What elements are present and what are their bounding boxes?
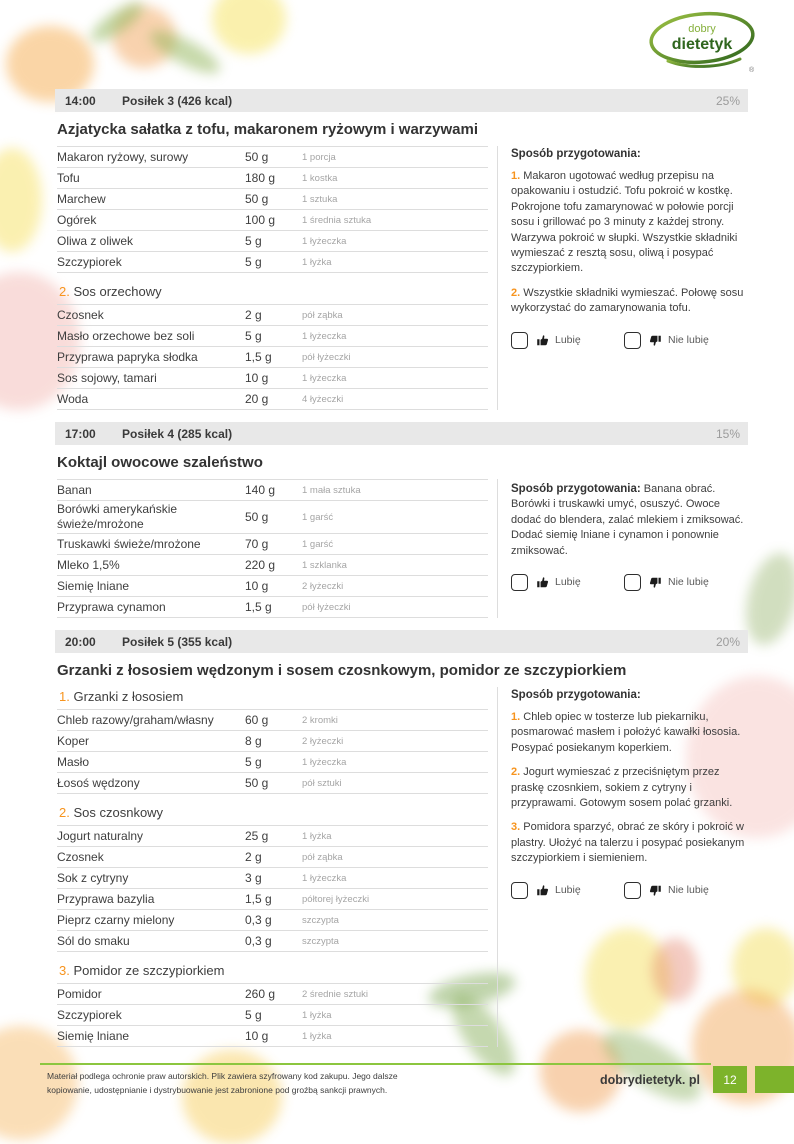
ingredient-measure: 2 łyżeczki <box>302 580 344 592</box>
preparation-step <box>511 765 748 811</box>
ingredient-row <box>57 576 488 597</box>
meal-5-preparation-column <box>497 687 748 1047</box>
ingredient-amount: 10 g <box>245 1029 269 1043</box>
ingredient-name: Banan <box>57 482 92 497</box>
ingredient-name: Sos sojowy, tamari <box>57 370 157 385</box>
ingredient-name: Pieprz czarny mielony <box>57 912 175 927</box>
meal-5-title: Posiłek 5 (355 kcal) <box>122 634 233 649</box>
dislike-checkbox[interactable] <box>624 332 641 349</box>
ingredient-row <box>57 984 488 1005</box>
ingredient-name: Mleko 1,5% <box>57 557 120 572</box>
ingredient-amount: 25 g <box>245 829 269 843</box>
ingredient-measure: pół łyżeczki <box>302 601 351 613</box>
meal-4-dish-title: Koktajl owocowe szaleństwo <box>57 454 263 471</box>
ingredient-row <box>57 480 488 501</box>
thumb-down-icon <box>649 884 662 897</box>
ingredient-amount: 10 g <box>245 579 269 593</box>
ingredient-name: Przyprawa cynamon <box>57 599 166 614</box>
meal-5-steps <box>511 710 748 867</box>
ingredient-name: Siemię lniane <box>57 1028 130 1043</box>
ingredient-row <box>57 368 488 389</box>
ingredient-row <box>57 555 488 576</box>
ingredient-name: Jogurt naturalny <box>57 828 144 843</box>
group-number: 3. <box>59 963 70 978</box>
ingredient-name: Szczypiorek <box>57 1007 122 1022</box>
ingredient-name: Marchew <box>57 191 106 206</box>
meal-5-group-3-table <box>57 983 488 1047</box>
ingredient-measure: 1 łyżeczka <box>302 372 347 384</box>
ingredient-name: Masło <box>57 754 90 769</box>
meal-5-time: 20:00 <box>65 634 96 649</box>
ingredient-row <box>57 826 488 847</box>
ingredient-row <box>57 147 488 168</box>
ingredient-row <box>57 389 488 410</box>
ingredient-row <box>57 326 488 347</box>
ingredient-measure: pół ząbka <box>302 851 343 863</box>
ingredient-measure: 1 łyżka <box>302 830 332 842</box>
ingredient-measure: 1 łyżka <box>302 1009 332 1021</box>
meal-4-preparation <box>511 481 748 559</box>
meal-3-title: Posiłek 3 (426 kcal) <box>122 93 233 108</box>
step-text: Pomidora sparzyć, obrać ze skóry i pokroić w plastry. Ułożyć na talerzu i posypać posiekanym szczypiorkiem i siemieniem. <box>511 821 745 865</box>
logo-word-top: dobry <box>688 23 716 35</box>
ingredient-amount: 0,3 g <box>245 913 272 927</box>
meal-section-4 <box>55 422 748 618</box>
group-name: Sos orzechowy <box>73 284 162 299</box>
like-option <box>511 332 624 349</box>
meal-3-rating-row <box>511 332 748 349</box>
meal-3-percent: 25% <box>715 93 740 108</box>
ingredient-measure: półtorej łyżeczki <box>302 893 370 905</box>
ingredient-row <box>57 231 488 252</box>
ingredient-row <box>57 189 488 210</box>
ingredient-row <box>57 597 488 618</box>
ingredient-row <box>57 868 488 889</box>
ingredient-measure: 1 kostka <box>302 172 338 184</box>
ingredient-measure: 1 łyżeczka <box>302 235 347 247</box>
preparation-heading: Sposób przygotowania: <box>511 148 641 160</box>
ingredient-measure: 1 mała sztuka <box>302 484 361 496</box>
ingredient-measure: 1 garść <box>302 538 334 550</box>
meal-3-ingredients-column <box>55 146 497 410</box>
meal-section-5 <box>55 630 748 1047</box>
ingredient-measure: 2 średnie sztuki <box>302 988 369 1000</box>
ingredient-name: Szczypiorek <box>57 254 122 269</box>
step-text: Chleb opiec w tosterze lub piekarniku, posmarować masłem i położyć kawałki łososia. Posypać posiekanym koperkiem. <box>511 711 741 754</box>
ingredient-amount: 1,5 g <box>245 600 272 614</box>
meal-5-ingredients-column <box>55 687 497 1047</box>
step-number: 1. <box>511 170 521 182</box>
ingredient-name: Tofu <box>57 170 80 185</box>
meal-5-group-1-heading <box>59 689 488 704</box>
ingredient-amount: 5 g <box>245 329 262 343</box>
ingredient-name: Czosnek <box>57 307 104 322</box>
meal-5-rating-row <box>511 882 748 899</box>
ingredient-row <box>57 1026 488 1047</box>
ingredient-name: Ogórek <box>57 212 97 227</box>
meal-5-group-3-heading <box>59 963 488 978</box>
step-text: Makaron ugotować według przepisu na opakowaniu i ostudzić. Tofu pokroić w kostkę. Pokrojone tofu zamarynować w połowie porcji sosu i grillować po 3 minuty z każdej strony. Warzywa pokroić w słupki. Wszystkie składniki wymieszać z resztą sosu, oliwą i posypać szczypiorkiem. <box>511 170 738 275</box>
ingredient-amount: 60 g <box>245 713 269 727</box>
dislike-option <box>624 332 737 349</box>
logo-word-bottom: dietetyk <box>671 36 733 53</box>
like-checkbox[interactable] <box>511 332 528 349</box>
ingredient-amount: 180 g <box>245 171 276 185</box>
ingredient-amount: 8 g <box>245 734 262 748</box>
meal-4-title: Posiłek 4 (285 kcal) <box>122 426 233 441</box>
ingredient-name: Truskawki świeże/mrożone <box>57 536 201 551</box>
ingredient-name: Koper <box>57 733 90 748</box>
like-label: Lubię <box>555 884 581 897</box>
ingredient-measure: pół łyżeczki <box>302 351 351 363</box>
meal-3-ingredient-table <box>57 146 488 273</box>
ingredient-amount: 140 g <box>245 483 276 497</box>
preparation-heading: Sposób przygotowania: <box>511 483 641 495</box>
meal-4-ingredients-column <box>55 479 497 618</box>
copyright-line-2: kopiowanie, udostępnianie i dystrybuowanie jest zabronione pod groźbą sankcji prawnych. <box>47 1084 388 1095</box>
thumb-up-icon <box>536 884 549 897</box>
ingredient-measure: 1 łyżeczka <box>302 872 347 884</box>
meal-3-sauce-table <box>57 304 488 410</box>
ingredient-row <box>57 534 488 555</box>
ingredient-measure: 4 łyżeczki <box>302 393 344 405</box>
group-number: 1. <box>59 689 70 704</box>
ingredient-name: Masło orzechowe bez soli <box>57 328 195 343</box>
ingredient-name: Makaron ryżowy, surowy <box>57 149 189 164</box>
ingredient-measure: 1 łyżka <box>302 256 332 268</box>
ingredient-row <box>57 889 488 910</box>
footer-copyright <box>47 1070 398 1097</box>
ingredient-row <box>57 731 488 752</box>
ingredient-name: Łosoś wędzony <box>57 775 140 790</box>
like-option <box>511 574 624 591</box>
meal-3-group-2-heading <box>59 284 488 299</box>
ingredient-amount: 100 g <box>245 213 276 227</box>
meal-3-dish-title: Azjatycka sałatka z tofu, makaronem ryżowym i warzywami <box>57 121 479 138</box>
meal-4-time: 17:00 <box>65 426 96 441</box>
like-option <box>511 882 624 899</box>
meal-section-3 <box>55 89 748 410</box>
ingredient-amount: 1,5 g <box>245 350 272 364</box>
step-number: 2. <box>511 286 521 299</box>
preparation-step <box>511 169 748 277</box>
ingredient-amount: 50 g <box>245 776 269 790</box>
preparation-text: Banana obrać. Borówki i truskawki umyć, osuszyć. Owoce dodać do blendera, zalać mlekiem i zmiksować. Dodać siemię lniane i cynamon i ponownie zmiksować. <box>511 483 744 557</box>
meal-4-header-bar <box>55 422 748 445</box>
ingredient-row <box>57 752 488 773</box>
ingredient-amount: 5 g <box>245 234 262 248</box>
ingredient-row <box>57 168 488 189</box>
footer-divider-line <box>40 1063 711 1065</box>
step-text: Jogurt wymieszać z przeciśniętym przez praskę czosnkiem, sokiem z cytryny i przyprawami. Gotowym sosem polać grzanki. <box>511 766 733 809</box>
ingredient-measure: 1 łyżeczka <box>302 756 347 768</box>
group-number: 2. <box>59 805 70 820</box>
dislike-option <box>624 574 737 591</box>
page-number-badge: 12 <box>713 1066 747 1093</box>
thumb-up-icon <box>536 576 549 589</box>
ingredient-amount: 5 g <box>245 1008 262 1022</box>
dislike-checkbox[interactable] <box>624 882 641 899</box>
copyright-line-1: Materiał podlega ochronie praw autorskich. Plik zawiera szyfrowany kod zakupu. Jego dalsze <box>47 1071 398 1081</box>
ingredient-row <box>57 931 488 952</box>
ingredient-measure: pół sztuki <box>302 777 342 789</box>
ingredient-amount: 5 g <box>245 755 262 769</box>
ingredient-name: Oliwa z oliwek <box>57 233 134 248</box>
ingredient-name: Sok z cytryny <box>57 870 129 885</box>
ingredient-measure: pół ząbka <box>302 309 343 321</box>
ingredient-name: Chleb razowy/graham/własny <box>57 712 214 727</box>
ingredient-row <box>57 252 488 273</box>
ingredient-measure: 1 łyżeczka <box>302 330 347 342</box>
meal-5-group-1-table <box>57 709 488 794</box>
registered-mark: ® <box>749 67 755 74</box>
ingredient-amount: 1,5 g <box>245 892 272 906</box>
ingredient-row <box>57 910 488 931</box>
ingredient-amount: 220 g <box>245 558 276 572</box>
meal-3-preparation-column <box>497 146 748 410</box>
footer-site-name: dobrydietetyk. pl <box>599 1073 700 1087</box>
ingredient-name: Borówki amerykańskie świeże/mrożone <box>57 502 178 531</box>
ingredient-amount: 5 g <box>245 255 262 269</box>
ingredient-amount: 50 g <box>245 150 269 164</box>
ingredient-amount: 3 g <box>245 871 262 885</box>
ingredient-row <box>57 710 488 731</box>
preparation-step <box>511 286 748 317</box>
step-text: Wszystkie składniki wymieszać. Połowę sosu wykorzystać do zamarynowania tofu. <box>511 286 744 315</box>
meal-5-group-2-heading <box>59 805 488 820</box>
ingredient-row <box>57 347 488 368</box>
ingredient-measure: szczypta <box>302 914 339 926</box>
ingredient-row <box>57 501 488 534</box>
meal-5-header-bar <box>55 630 748 653</box>
preparation-heading: Sposób przygotowania: <box>511 689 641 701</box>
ingredient-amount: 2 g <box>245 308 262 322</box>
meal-4-rating-row <box>511 574 748 591</box>
meal-5-group-2-table <box>57 825 488 952</box>
ingredient-name: Przyprawa bazylia <box>57 891 155 906</box>
meal-3-time: 14:00 <box>65 93 96 108</box>
ingredient-amount: 10 g <box>245 371 269 385</box>
preparation-step <box>511 710 748 756</box>
dislike-option <box>624 882 737 899</box>
group-name: Sos czosnkowy <box>73 805 164 820</box>
ingredient-amount: 2 g <box>245 850 262 864</box>
thumb-down-icon <box>649 334 662 347</box>
dislike-label: Nie lubię <box>668 576 709 589</box>
ingredient-row <box>57 1005 488 1026</box>
like-checkbox[interactable] <box>511 574 528 591</box>
ingredient-amount: 50 g <box>245 510 269 524</box>
like-checkbox[interactable] <box>511 882 528 899</box>
ingredient-row <box>57 773 488 794</box>
meal-3-header-bar <box>55 89 748 112</box>
like-label: Lubię <box>555 334 581 347</box>
meal-5-dish-title: Grzanki z łososiem wędzonym i sosem czosnkowym, pomidor ze szczypiorkiem <box>57 662 627 679</box>
ingredient-amount: 260 g <box>245 987 276 1001</box>
dislike-label: Nie lubię <box>668 884 709 897</box>
dobry-dietetyk-logo <box>646 8 762 81</box>
ingredient-measure: 1 sztuka <box>302 193 338 205</box>
meal-3-steps <box>511 169 748 317</box>
ingredient-amount: 20 g <box>245 392 269 406</box>
logo-ellipse-icon <box>646 8 762 76</box>
ingredient-amount: 70 g <box>245 537 269 551</box>
ingredient-measure: 2 kromki <box>302 714 338 726</box>
ingredient-name: Sól do smaku <box>57 933 130 948</box>
thumb-up-icon <box>536 334 549 347</box>
meal-4-preparation-column <box>497 479 748 618</box>
ingredient-measure: 1 porcja <box>302 151 336 163</box>
ingredient-measure: szczypta <box>302 935 339 947</box>
footer-accent-bar <box>755 1066 794 1093</box>
ingredient-name: Woda <box>57 391 89 406</box>
step-number: 1. <box>511 711 521 723</box>
ingredient-name: Czosnek <box>57 849 104 864</box>
ingredient-amount: 50 g <box>245 192 269 206</box>
ingredient-name: Siemię lniane <box>57 578 130 593</box>
preparation-step <box>511 820 748 866</box>
group-name: Pomidor ze szczypiorkiem <box>73 963 225 978</box>
ingredient-name: Przyprawa papryka słodka <box>57 349 198 364</box>
meal-4-percent: 15% <box>715 426 740 441</box>
ingredient-measure: 2 łyżeczki <box>302 735 344 747</box>
ingredient-name: Pomidor <box>57 986 102 1001</box>
dislike-label: Nie lubię <box>668 334 709 347</box>
ingredient-measure: 1 łyżka <box>302 1030 332 1042</box>
like-label: Lubię <box>555 576 581 589</box>
ingredient-row <box>57 210 488 231</box>
meal-4-ingredient-table <box>57 479 488 618</box>
ingredient-amount: 0,3 g <box>245 934 272 948</box>
ingredient-measure: 1 średnia sztuka <box>302 214 372 226</box>
ingredient-row <box>57 305 488 326</box>
group-name: Grzanki z łososiem <box>73 689 184 704</box>
group-number: 2. <box>59 284 70 299</box>
ingredient-measure: 1 szklanka <box>302 559 347 571</box>
meal-5-percent: 20% <box>715 634 740 649</box>
ingredient-row <box>57 847 488 868</box>
thumb-down-icon <box>649 576 662 589</box>
step-number: 3. <box>511 821 521 834</box>
step-number: 2. <box>511 766 521 779</box>
ingredient-measure: 1 garść <box>302 511 334 523</box>
dislike-checkbox[interactable] <box>624 574 641 591</box>
